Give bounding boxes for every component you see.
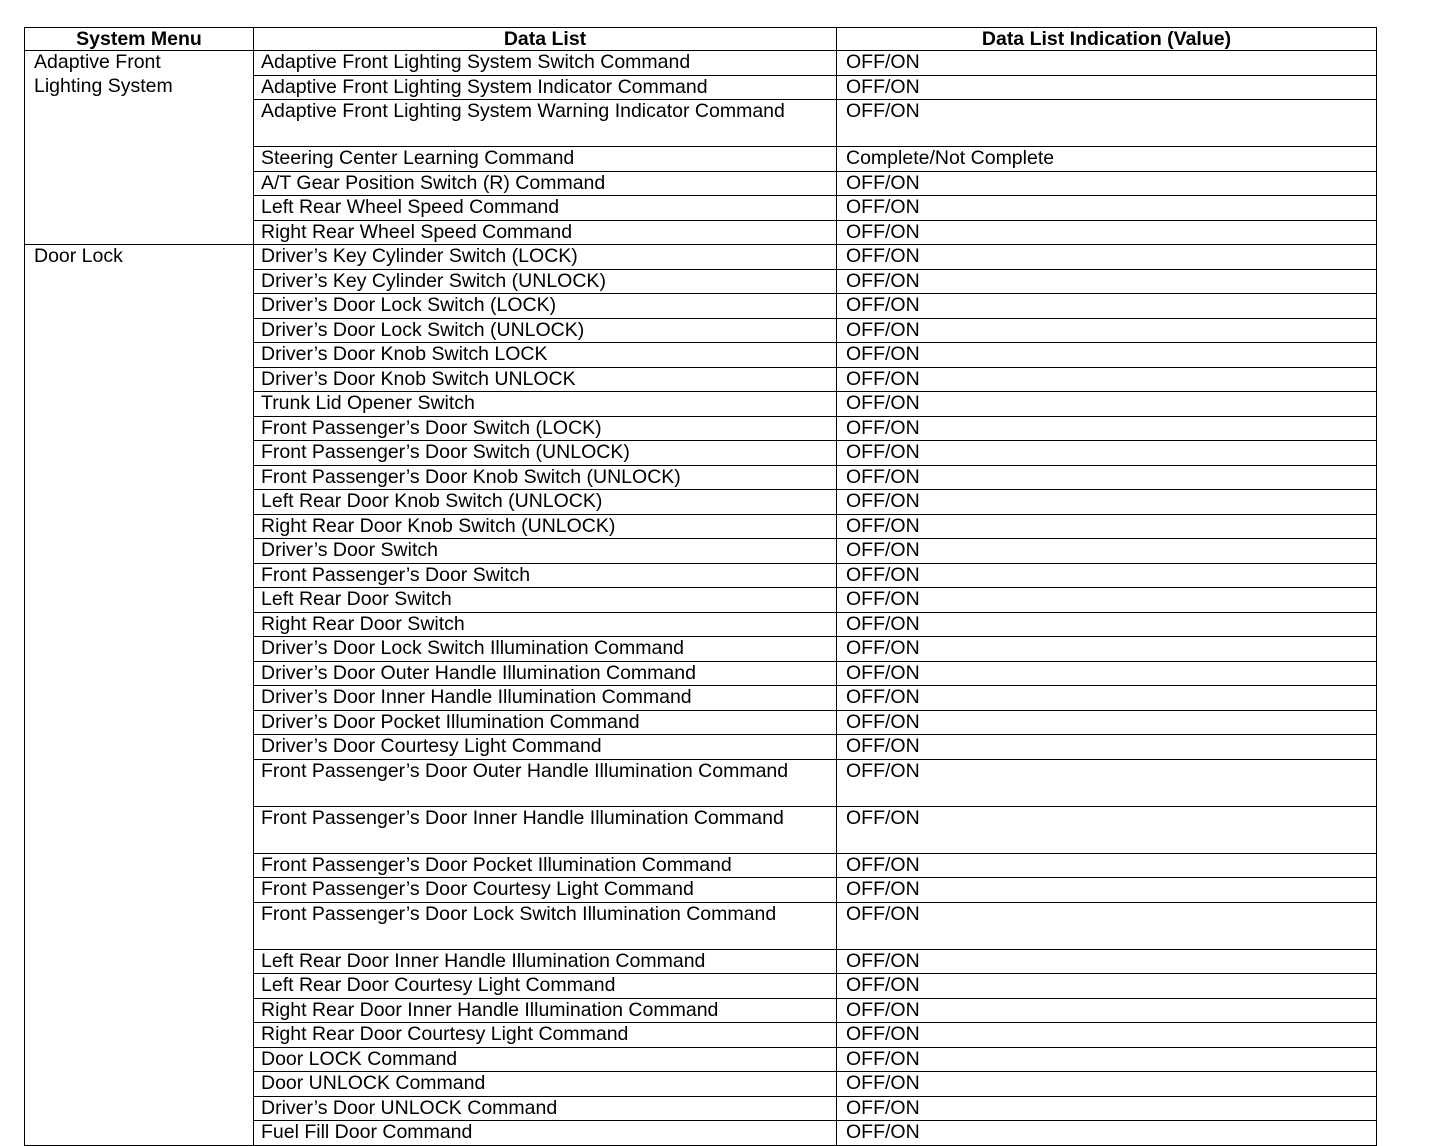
data-list-item: Left Rear Wheel Speed Command <box>254 196 837 221</box>
indication-value: OFF/ON <box>837 1121 1377 1146</box>
indication-value: OFF/ON <box>837 612 1377 637</box>
indication-value: OFF/ON <box>837 998 1377 1023</box>
header-indication: Data List Indication (Value) <box>837 28 1377 51</box>
indication-value: OFF/ON <box>837 465 1377 490</box>
data-list-item: Right Rear Door Knob Switch (UNLOCK) <box>254 514 837 539</box>
indication-value: OFF/ON <box>837 1023 1377 1048</box>
data-list-item: Door LOCK Command <box>254 1047 837 1072</box>
indication-value: OFF/ON <box>837 686 1377 711</box>
header-data-list: Data List <box>254 28 837 51</box>
indication-value: OFF/ON <box>837 367 1377 392</box>
data-list-item: Adaptive Front Lighting System Switch Command <box>254 51 837 76</box>
indication-value: OFF/ON <box>837 100 1377 147</box>
data-list-item: Front Passenger’s Door Switch <box>254 563 837 588</box>
table-row <box>25 51 1377 76</box>
indication-value: OFF/ON <box>837 563 1377 588</box>
data-list-item: Driver’s Door UNLOCK Command <box>254 1096 837 1121</box>
data-list-item: Front Passenger’s Door Knob Switch (UNLOCK) <box>254 465 837 490</box>
data-list-item: Fuel Fill Door Command <box>254 1121 837 1146</box>
indication-value: OFF/ON <box>837 539 1377 564</box>
indication-value: OFF/ON <box>837 171 1377 196</box>
data-list-item: Left Rear Door Knob Switch (UNLOCK) <box>254 490 837 515</box>
indication-value: OFF/ON <box>837 806 1377 853</box>
indication-value: OFF/ON <box>837 245 1377 270</box>
indication-value: OFF/ON <box>837 759 1377 806</box>
data-list-item: Front Passenger’s Door Lock Switch Illumination Command <box>254 902 837 949</box>
indication-value: OFF/ON <box>837 343 1377 368</box>
indication-value: OFF/ON <box>837 710 1377 735</box>
indication-value: Complete/Not Complete <box>837 147 1377 172</box>
data-list-item: Front Passenger’s Door Outer Handle Illumination Command <box>254 759 837 806</box>
indication-value: OFF/ON <box>837 51 1377 76</box>
indication-value: OFF/ON <box>837 878 1377 903</box>
data-list-item: Right Rear Door Switch <box>254 612 837 637</box>
header-row <box>25 28 1377 51</box>
data-list-item: Driver’s Door Knob Switch LOCK <box>254 343 837 368</box>
indication-value: OFF/ON <box>837 1096 1377 1121</box>
indication-value: OFF/ON <box>837 514 1377 539</box>
indication-value: OFF/ON <box>837 318 1377 343</box>
data-list-item: Left Rear Door Switch <box>254 588 837 613</box>
data-list-item: Driver’s Door Lock Switch Illumination Command <box>254 637 837 662</box>
data-list-item: Right Rear Wheel Speed Command <box>254 220 837 245</box>
data-list-item: Front Passenger’s Door Courtesy Light Command <box>254 878 837 903</box>
data-list-item: Steering Center Learning Command <box>254 147 837 172</box>
data-list-item: Driver’s Door Outer Handle Illumination Command <box>254 661 837 686</box>
data-list-item: Driver’s Door Knob Switch UNLOCK <box>254 367 837 392</box>
indication-value: OFF/ON <box>837 949 1377 974</box>
data-list-item: Driver’s Door Inner Handle Illumination Command <box>254 686 837 711</box>
data-list-item: Driver’s Door Courtesy Light Command <box>254 735 837 760</box>
data-list-item: Front Passenger’s Door Switch (UNLOCK) <box>254 441 837 466</box>
indication-value: OFF/ON <box>837 269 1377 294</box>
table-row <box>25 245 1377 270</box>
system-menu-cell: Door Lock <box>25 245 254 1146</box>
indication-value: OFF/ON <box>837 392 1377 417</box>
indication-value: OFF/ON <box>837 1072 1377 1097</box>
data-list-item: Right Rear Door Inner Handle Illumination Command <box>254 998 837 1023</box>
data-list-item: A/T Gear Position Switch (R) Command <box>254 171 837 196</box>
indication-value: OFF/ON <box>837 853 1377 878</box>
data-list-item: Adaptive Front Lighting System Indicator Command <box>254 75 837 100</box>
data-list-item: Driver’s Door Pocket Illumination Command <box>254 710 837 735</box>
indication-value: OFF/ON <box>837 902 1377 949</box>
indication-value: OFF/ON <box>837 735 1377 760</box>
data-list-item: Left Rear Door Courtesy Light Command <box>254 974 837 999</box>
data-list-table <box>24 27 1377 1146</box>
data-list-item: Front Passenger’s Door Inner Handle Illumination Command <box>254 806 837 853</box>
indication-value: OFF/ON <box>837 416 1377 441</box>
table-body <box>25 51 1377 1146</box>
indication-value: OFF/ON <box>837 637 1377 662</box>
data-list-item: Driver’s Door Switch <box>254 539 837 564</box>
indication-value: OFF/ON <box>837 490 1377 515</box>
system-menu-cell: Adaptive Front Lighting System <box>25 51 254 245</box>
indication-value: OFF/ON <box>837 661 1377 686</box>
indication-value: OFF/ON <box>837 974 1377 999</box>
data-list-item: Right Rear Door Courtesy Light Command <box>254 1023 837 1048</box>
indication-value: OFF/ON <box>837 588 1377 613</box>
data-list-item: Driver’s Key Cylinder Switch (LOCK) <box>254 245 837 270</box>
data-list-item: Left Rear Door Inner Handle Illumination Command <box>254 949 837 974</box>
data-list-item: Adaptive Front Lighting System Warning Indicator Command <box>254 100 837 147</box>
indication-value: OFF/ON <box>837 1047 1377 1072</box>
header-system-menu: System Menu <box>25 28 254 51</box>
data-list-item: Trunk Lid Opener Switch <box>254 392 837 417</box>
data-list-item: Door UNLOCK Command <box>254 1072 837 1097</box>
data-list-item: Driver’s Door Lock Switch (LOCK) <box>254 294 837 319</box>
indication-value: OFF/ON <box>837 75 1377 100</box>
indication-value: OFF/ON <box>837 441 1377 466</box>
table-header <box>25 28 1377 51</box>
indication-value: OFF/ON <box>837 196 1377 221</box>
indication-value: OFF/ON <box>837 220 1377 245</box>
data-list-item: Front Passenger’s Door Switch (LOCK) <box>254 416 837 441</box>
data-list-item: Front Passenger’s Door Pocket Illumination Command <box>254 853 837 878</box>
data-list-item: Driver’s Key Cylinder Switch (UNLOCK) <box>254 269 837 294</box>
indication-value: OFF/ON <box>837 294 1377 319</box>
data-list-item: Driver’s Door Lock Switch (UNLOCK) <box>254 318 837 343</box>
